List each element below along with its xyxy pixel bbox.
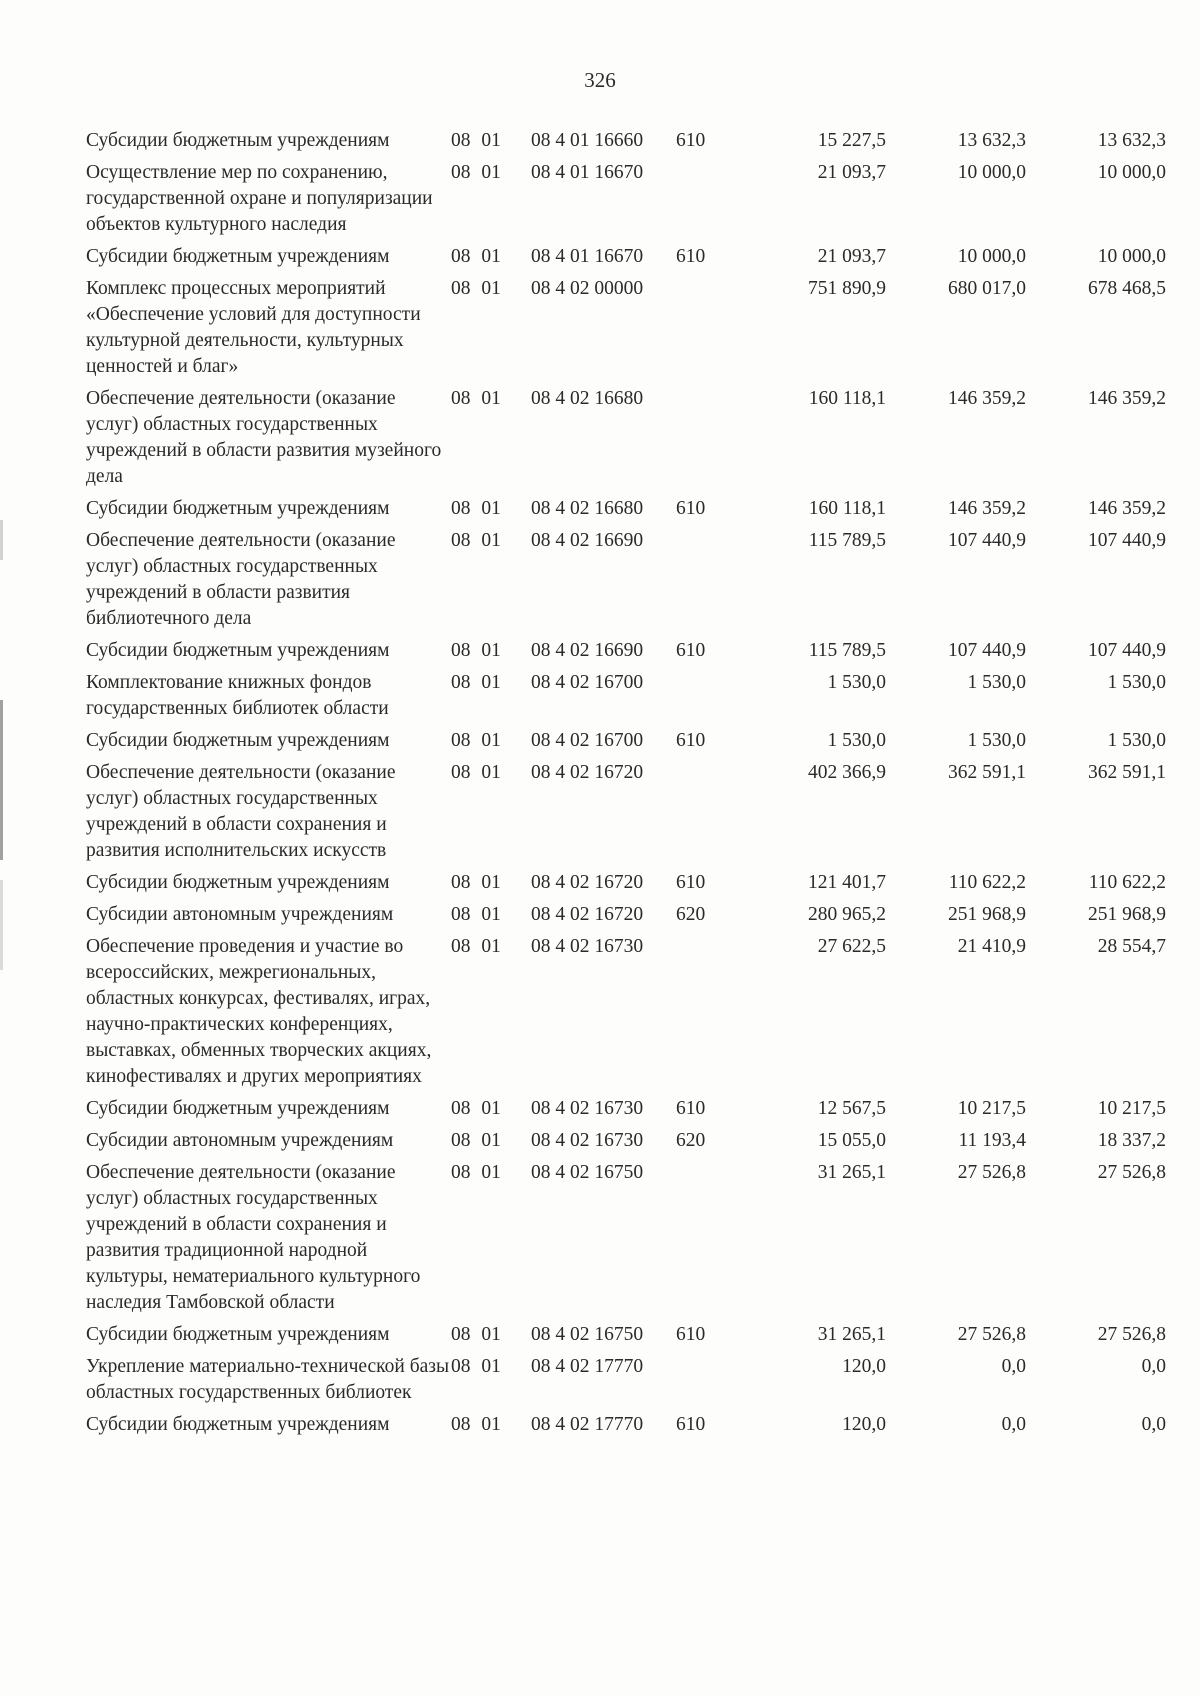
table-row	[86, 870, 1166, 902]
row-target-code: 08 4 02 17770	[531, 1356, 644, 1377]
row-value-2: 1 530,0	[967, 672, 1026, 693]
row-value-3: 10 217,5	[1097, 1098, 1166, 1119]
budget-table	[86, 128, 1166, 1444]
row-name: Укрепление материально-технической базы областных государственных библиотек	[86, 1356, 450, 1403]
row-target-code: 08 4 02 17770	[531, 1414, 644, 1435]
row-value-1: 160 118,1	[808, 498, 886, 519]
row-target-code: 08 4 02 16730	[531, 1130, 644, 1151]
row-section-code: 08 01	[451, 762, 501, 783]
table-row	[86, 760, 1166, 870]
row-name: Комплекс процессных мероприятий «Обеспечение условий для доступности культурной деятельности, культурных ценностей и благ»	[86, 278, 421, 377]
row-name: Субсидии бюджетным учреждениям	[86, 246, 390, 267]
row-section-code: 08 01	[451, 388, 501, 409]
row-target-code: 08 4 01 16670	[531, 162, 644, 183]
budget-table-body	[86, 128, 1166, 1444]
table-row	[86, 244, 1166, 276]
row-value-2: 27 526,8	[957, 1324, 1026, 1345]
table-row	[86, 1096, 1166, 1128]
row-value-1: 31 265,1	[817, 1324, 886, 1345]
row-value-2: 680 017,0	[948, 278, 1026, 299]
row-section-code: 08 01	[451, 498, 501, 519]
row-section-code: 08 01	[451, 162, 501, 183]
row-name: Субсидии бюджетным учреждениям	[86, 640, 390, 661]
row-value-1: 751 890,9	[808, 278, 886, 299]
row-value-1: 1 530,0	[827, 672, 886, 693]
row-value-3: 146 359,2	[1088, 388, 1166, 409]
row-value-2: 110 622,2	[948, 872, 1026, 893]
row-value-3: 362 591,1	[1088, 762, 1166, 783]
scan-mark	[0, 880, 3, 970]
row-target-code: 08 4 02 16690	[531, 530, 644, 551]
row-section-code: 08 01	[451, 530, 501, 551]
row-expense-type: 610	[676, 1324, 706, 1345]
row-expense-type	[676, 1160, 736, 1322]
row-value-2: 107 440,9	[948, 530, 1026, 551]
row-target-code: 08 4 01 16670	[531, 246, 644, 267]
row-section-code: 08 01	[451, 1098, 501, 1119]
table-row	[86, 528, 1166, 638]
row-value-2: 10 000,0	[957, 246, 1026, 267]
row-value-2: 11 193,4	[958, 1130, 1026, 1151]
row-value-3: 27 526,8	[1097, 1162, 1166, 1183]
row-target-code: 08 4 01 16660	[531, 130, 644, 151]
row-value-3: 28 554,7	[1097, 936, 1166, 957]
row-section-code: 08 01	[451, 872, 501, 893]
row-value-2: 107 440,9	[948, 640, 1026, 661]
row-section-code: 08 01	[451, 672, 501, 693]
row-value-3: 10 000,0	[1097, 246, 1166, 267]
table-row	[86, 128, 1166, 160]
row-name: Обеспечение деятельности (оказание услуг) областных государственных учреждений в области сохранения и развития традиционной народной культуры, нематериального культурного наследия Тамбовской области	[86, 1162, 421, 1313]
row-name: Субсидии бюджетным учреждениям	[86, 1324, 390, 1345]
row-name: Осуществление мер по сохранению, государственной охране и популяризации объектов культурного наследия	[86, 162, 433, 235]
row-target-code: 08 4 02 16700	[531, 672, 644, 693]
row-name: Обеспечение деятельности (оказание услуг) областных государственных учреждений в области развития библиотечного дела	[86, 530, 396, 629]
table-row	[86, 386, 1166, 496]
row-name: Субсидии бюджетным учреждениям	[86, 872, 390, 893]
row-value-1: 12 567,5	[817, 1098, 886, 1119]
row-expense-type: 620	[676, 1130, 706, 1151]
row-expense-type	[676, 528, 736, 638]
row-target-code: 08 4 02 16680	[531, 498, 644, 519]
row-target-code: 08 4 02 16720	[531, 872, 644, 893]
row-value-2: 21 410,9	[957, 936, 1026, 957]
row-value-1: 120,0	[842, 1356, 886, 1377]
row-value-1: 27 622,5	[817, 936, 886, 957]
row-expense-type: 610	[676, 872, 706, 893]
row-section-code: 08 01	[451, 936, 501, 957]
row-expense-type: 610	[676, 730, 706, 751]
row-expense-type: 610	[676, 498, 706, 519]
table-row	[86, 160, 1166, 244]
table-row	[86, 496, 1166, 528]
row-value-2: 0,0	[1001, 1356, 1026, 1377]
row-name: Субсидии автономным учреждениям	[86, 1130, 394, 1151]
scan-mark	[0, 700, 3, 860]
row-value-3: 0,0	[1141, 1414, 1166, 1435]
row-expense-type	[676, 276, 736, 386]
table-row	[86, 1354, 1166, 1412]
row-target-code: 08 4 02 16720	[531, 904, 644, 925]
row-name: Субсидии автономным учреждениям	[86, 904, 394, 925]
row-target-code: 08 4 02 00000	[531, 278, 644, 299]
row-section-code: 08 01	[451, 1130, 501, 1151]
row-section-code: 08 01	[451, 1162, 501, 1183]
row-section-code: 08 01	[451, 1414, 501, 1435]
row-value-2: 1 530,0	[967, 730, 1026, 751]
row-name: Обеспечение деятельности (оказание услуг) областных государственных учреждений в области сохранения и развития исполнительских искусств	[86, 762, 396, 861]
table-row	[86, 1412, 1166, 1444]
row-value-1: 1 530,0	[827, 730, 886, 751]
table-row	[86, 902, 1166, 934]
row-value-3: 107 440,9	[1088, 640, 1166, 661]
row-value-3: 18 337,2	[1097, 1130, 1166, 1151]
row-value-3: 1 530,0	[1107, 730, 1166, 751]
row-value-3: 1 530,0	[1107, 672, 1166, 693]
row-value-2: 362 591,1	[948, 762, 1026, 783]
row-value-3: 13 632,3	[1097, 130, 1166, 151]
row-name: Обеспечение деятельности (оказание услуг) областных государственных учреждений в области развития музейного дела	[86, 388, 442, 487]
row-expense-type: 610	[676, 1098, 706, 1119]
table-row	[86, 934, 1166, 1096]
row-value-3: 27 526,8	[1097, 1324, 1166, 1345]
row-expense-type	[676, 670, 736, 728]
row-expense-type	[676, 760, 736, 870]
row-name: Субсидии бюджетным учреждениям	[86, 130, 390, 151]
row-value-1: 160 118,1	[808, 388, 886, 409]
row-value-1: 115 789,5	[808, 530, 886, 551]
table-row	[86, 728, 1166, 760]
row-expense-type	[676, 386, 736, 496]
row-value-1: 402 366,9	[808, 762, 886, 783]
row-value-3: 678 468,5	[1088, 278, 1166, 299]
row-section-code: 08 01	[451, 246, 501, 267]
row-value-2: 13 632,3	[957, 130, 1026, 151]
table-row	[86, 1128, 1166, 1160]
page-number: 326	[584, 68, 616, 92]
row-value-1: 15 227,5	[817, 130, 886, 151]
row-section-code: 08 01	[451, 1324, 501, 1345]
row-target-code: 08 4 02 16750	[531, 1324, 644, 1345]
table-row	[86, 276, 1166, 386]
row-section-code: 08 01	[451, 130, 501, 151]
row-section-code: 08 01	[451, 904, 501, 925]
table-row	[86, 1322, 1166, 1354]
row-target-code: 08 4 02 16700	[531, 730, 644, 751]
row-expense-type	[676, 160, 736, 244]
row-value-1: 31 265,1	[817, 1162, 886, 1183]
row-value-2: 27 526,8	[957, 1162, 1026, 1183]
row-value-1: 121 401,7	[808, 872, 886, 893]
row-name: Субсидии бюджетным учреждениям	[86, 498, 390, 519]
row-target-code: 08 4 02 16720	[531, 762, 644, 783]
table-row	[86, 670, 1166, 728]
row-value-1: 120,0	[842, 1414, 886, 1435]
row-value-2: 146 359,2	[948, 498, 1026, 519]
row-value-3: 110 622,2	[1088, 872, 1166, 893]
row-value-1: 21 093,7	[817, 162, 886, 183]
row-value-3: 10 000,0	[1097, 162, 1166, 183]
row-value-3: 0,0	[1141, 1356, 1166, 1377]
row-value-1: 280 965,2	[808, 904, 886, 925]
row-section-code: 08 01	[451, 278, 501, 299]
row-expense-type: 610	[676, 640, 706, 661]
row-value-3: 107 440,9	[1088, 530, 1166, 551]
row-expense-type: 620	[676, 904, 706, 925]
table-row	[86, 1160, 1166, 1322]
row-value-1: 115 789,5	[808, 640, 886, 661]
row-value-2: 251 968,9	[948, 904, 1026, 925]
row-value-2: 0,0	[1001, 1414, 1026, 1435]
row-expense-type	[676, 1354, 736, 1412]
row-name: Субсидии бюджетным учреждениям	[86, 1098, 390, 1119]
row-target-code: 08 4 02 16730	[531, 936, 644, 957]
row-value-2: 146 359,2	[948, 388, 1026, 409]
row-expense-type	[676, 934, 736, 1096]
row-target-code: 08 4 02 16680	[531, 388, 644, 409]
row-value-3: 146 359,2	[1088, 498, 1166, 519]
row-expense-type: 610	[676, 246, 706, 267]
row-value-1: 15 055,0	[817, 1130, 886, 1151]
row-name: Обеспечение проведения и участие во всероссийских, межрегиональных, областных конкурсах, фестивалях, играх, научно-практических конференциях, выставках, обменных творческих акциях, кинофестивалях и других мероприятиях	[86, 936, 432, 1087]
row-name: Комплектование книжных фондов государственных библиотек области	[86, 672, 389, 719]
row-expense-type: 610	[676, 130, 706, 151]
row-value-2: 10 000,0	[957, 162, 1026, 183]
row-value-1: 21 093,7	[817, 246, 886, 267]
row-target-code: 08 4 02 16690	[531, 640, 644, 661]
row-name: Субсидии бюджетным учреждениям	[86, 730, 390, 751]
row-name: Субсидии бюджетным учреждениям	[86, 1414, 390, 1435]
row-value-3: 251 968,9	[1088, 904, 1166, 925]
row-section-code: 08 01	[451, 730, 501, 751]
row-section-code: 08 01	[451, 1356, 501, 1377]
table-row	[86, 638, 1166, 670]
row-expense-type: 610	[676, 1414, 706, 1435]
row-section-code: 08 01	[451, 640, 501, 661]
scan-mark	[0, 520, 3, 560]
row-value-2: 10 217,5	[957, 1098, 1026, 1119]
row-target-code: 08 4 02 16730	[531, 1098, 644, 1119]
row-target-code: 08 4 02 16750	[531, 1162, 644, 1183]
